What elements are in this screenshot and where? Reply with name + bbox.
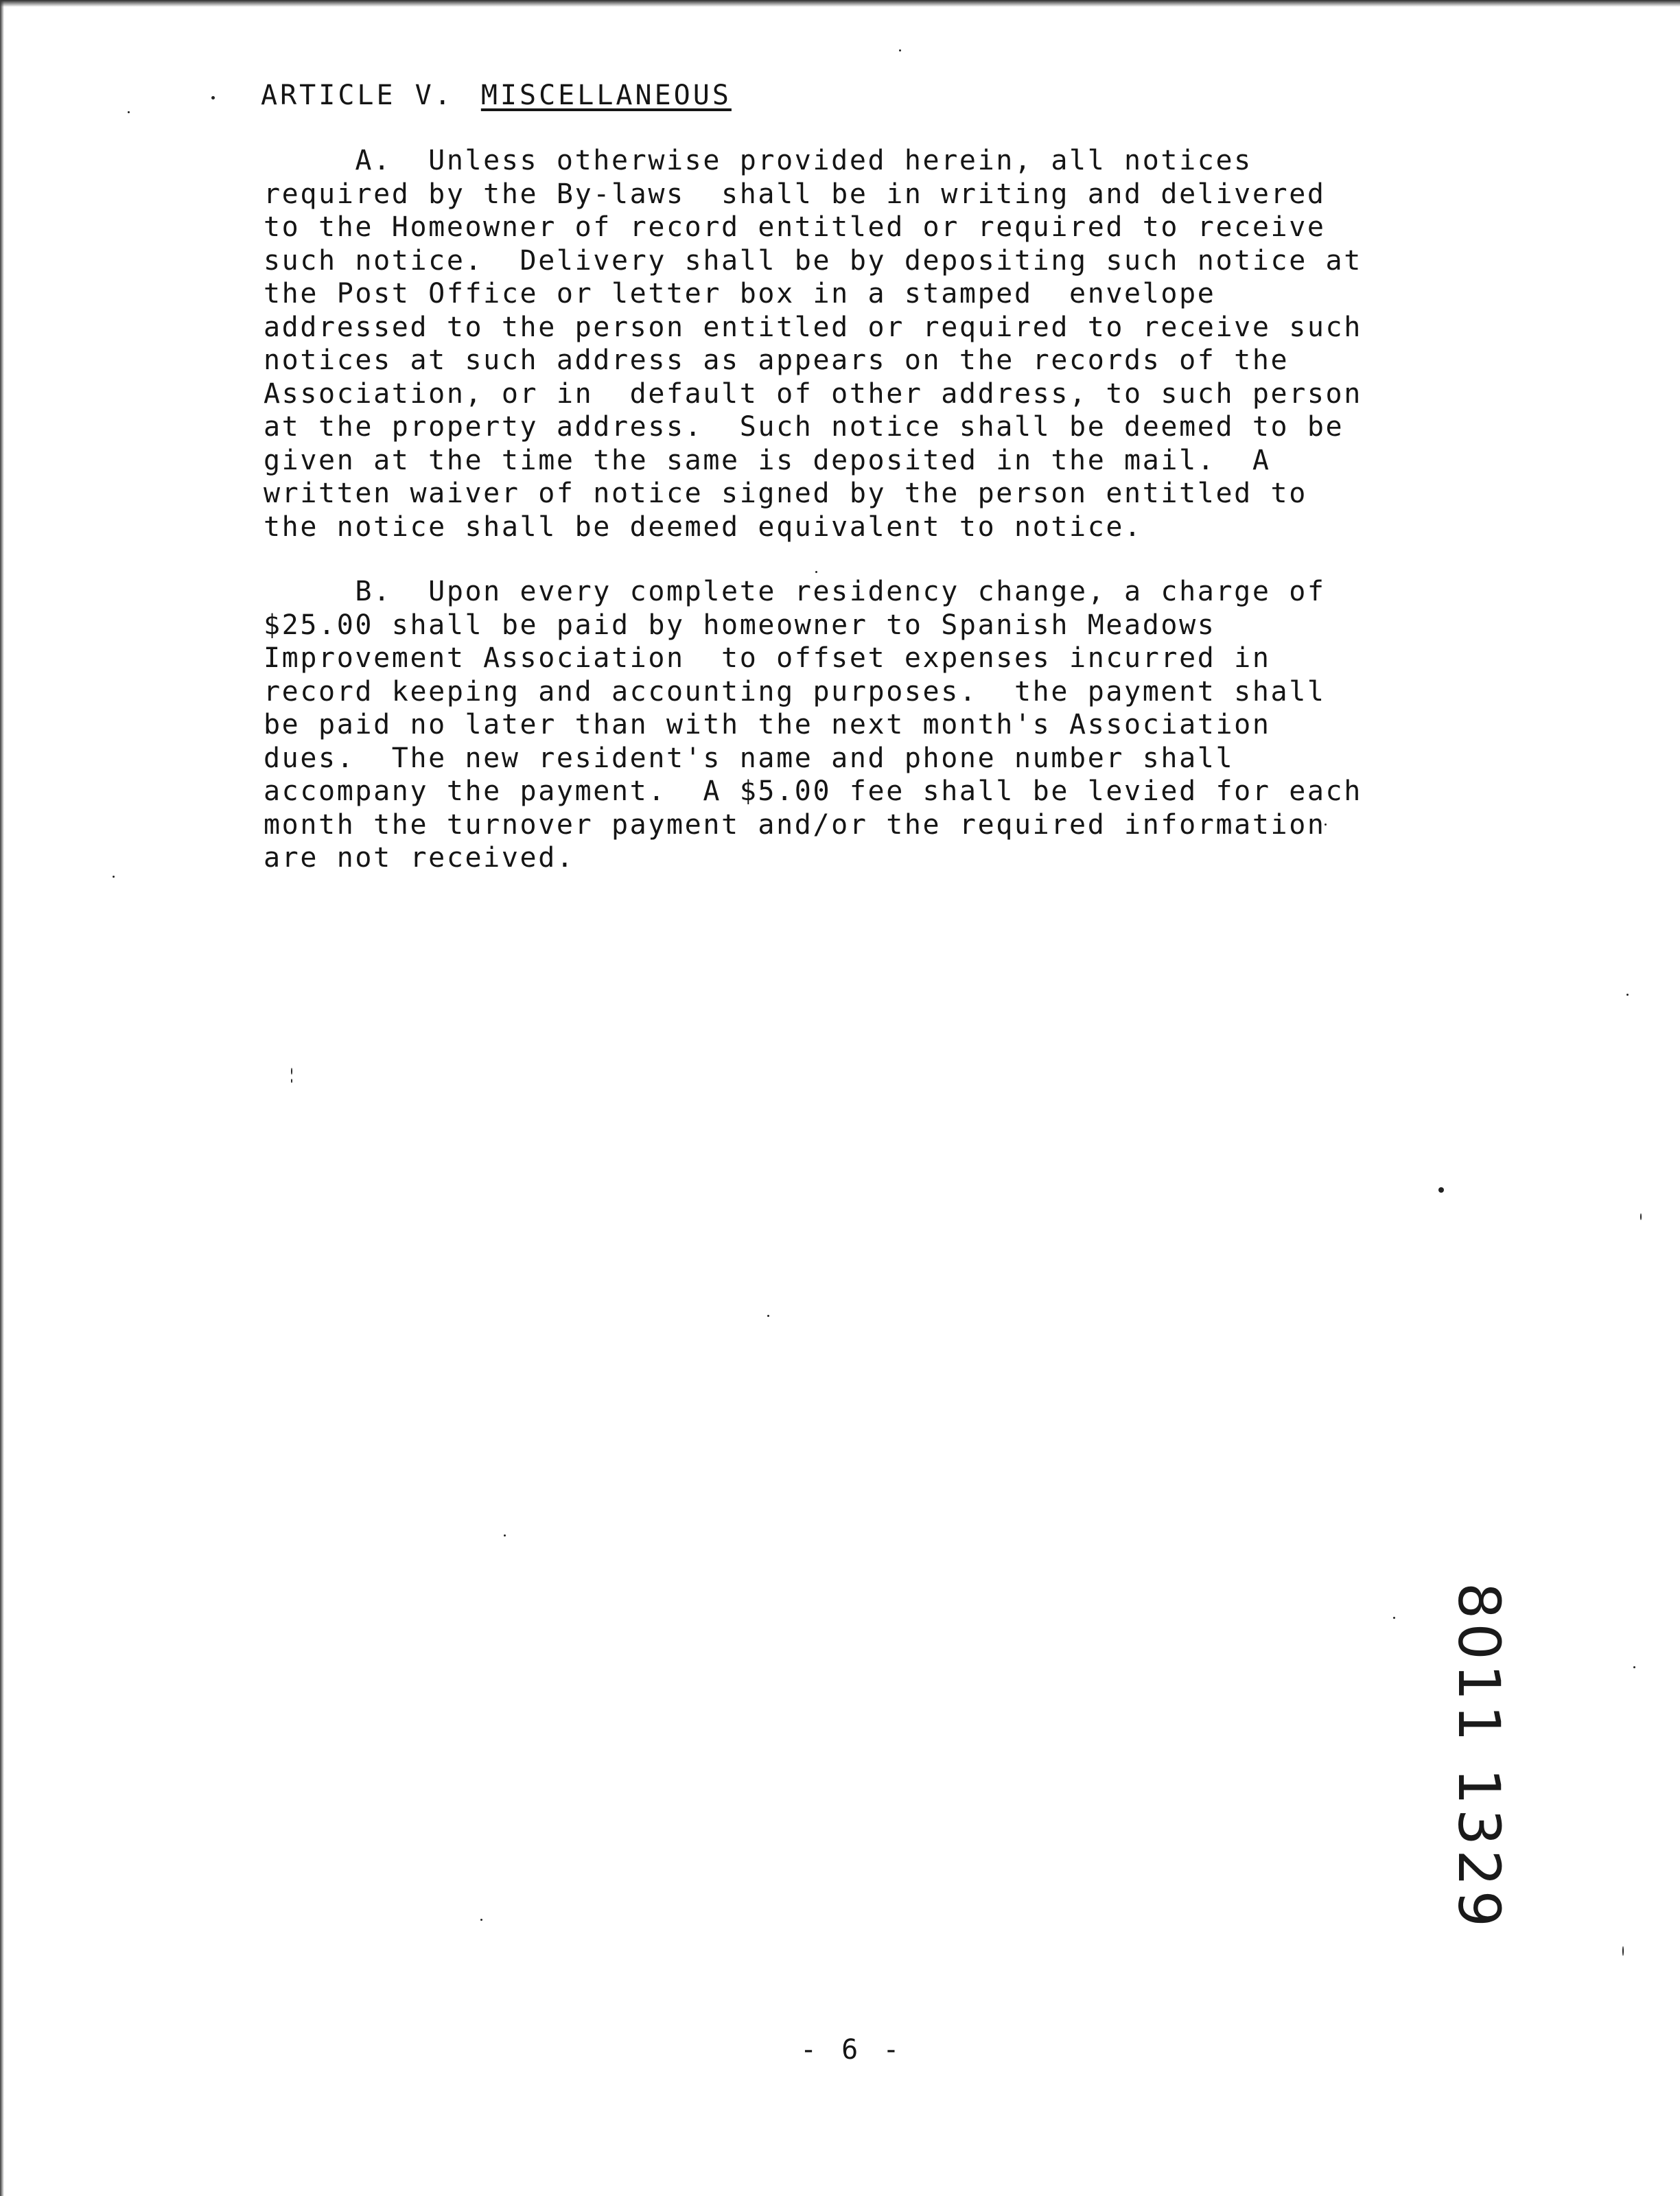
scan-speck [504,1534,506,1537]
paragraph-line: are not received. [264,842,575,874]
paragraph-line: $25.00 shall be paid by homeowner to Spanish Meadows [264,609,1216,641]
scan-speck [1633,1666,1635,1668]
paragraph-line: Association, or in default of other address, to such person [264,377,1362,410]
scan-speck [899,49,901,51]
paragraph-line: the notice shall be deemed equivalent to notice. [264,511,1143,543]
paragraph-line: given at the time the same is deposited in the mail. A [264,444,1271,476]
scan-speck [291,1079,292,1083]
scan-speck [480,1919,482,1921]
paragraph-line: dues. The new resident's name and phone number shall [264,742,1235,774]
scan-speck [291,1068,292,1075]
scan-speck [1393,1617,1395,1619]
page-number: - 6 - [800,2034,904,2066]
paragraph-line: record keeping and accounting purposes. the payment shall [264,675,1326,708]
scan-speck [767,1315,769,1317]
paragraph-line: addressed to the person entitled or required to receive such [264,311,1362,343]
paragraph-line: B. Upon every complete residency change, a charge of [264,576,1326,607]
paragraph-line: notices at such address as appears on the records of the [264,344,1290,376]
paragraph-line: such notice. Delivery shall be by depositing such notice at [264,244,1362,277]
paragraph-b [264,575,1444,875]
scan-edge-left [0,0,4,2196]
scan-speck [113,876,115,878]
scan-speck [1622,1946,1624,1956]
paragraph-line: the Post Office or letter box in a stamped envelope [264,278,1216,309]
paragraph-line: A. Unless otherwise provided herein, all notices [264,145,1252,176]
paragraph-line: to the Homeowner of record entitled or required to receive [264,211,1326,243]
paragraph-line: accompany the payment. A $5.00 fee shall be levied for each [264,775,1362,807]
scan-speck [1640,1213,1642,1220]
scan-speck [1626,994,1629,996]
paragraph-line: Improvement Association to offset expenses incurred in [264,642,1271,674]
article-number: ARTICLE V. [261,80,454,111]
paragraph-line: be paid no later than with the next month's Association [264,709,1271,740]
article-heading [261,80,732,111]
article-title: MISCELLANEOUS [480,80,732,111]
document-stamp-number: 8011 1329 [1445,1582,1513,1932]
scan-speck [1438,1187,1444,1193]
scan-edge-top [0,0,1680,7]
paragraph-line: at the property address. Such notice shall be deemed to be [264,411,1344,443]
paragraph-line: written waiver of notice signed by the person entitled to [264,478,1307,509]
scan-speck [211,96,215,100]
paragraph-a [264,144,1444,544]
paragraph-line: month the turnover payment and/or the required information [264,808,1326,841]
scan-speck [815,571,817,573]
paragraph-line: required by the By-laws shall be in writing and delivered [264,178,1326,210]
scan-speck [128,111,130,113]
